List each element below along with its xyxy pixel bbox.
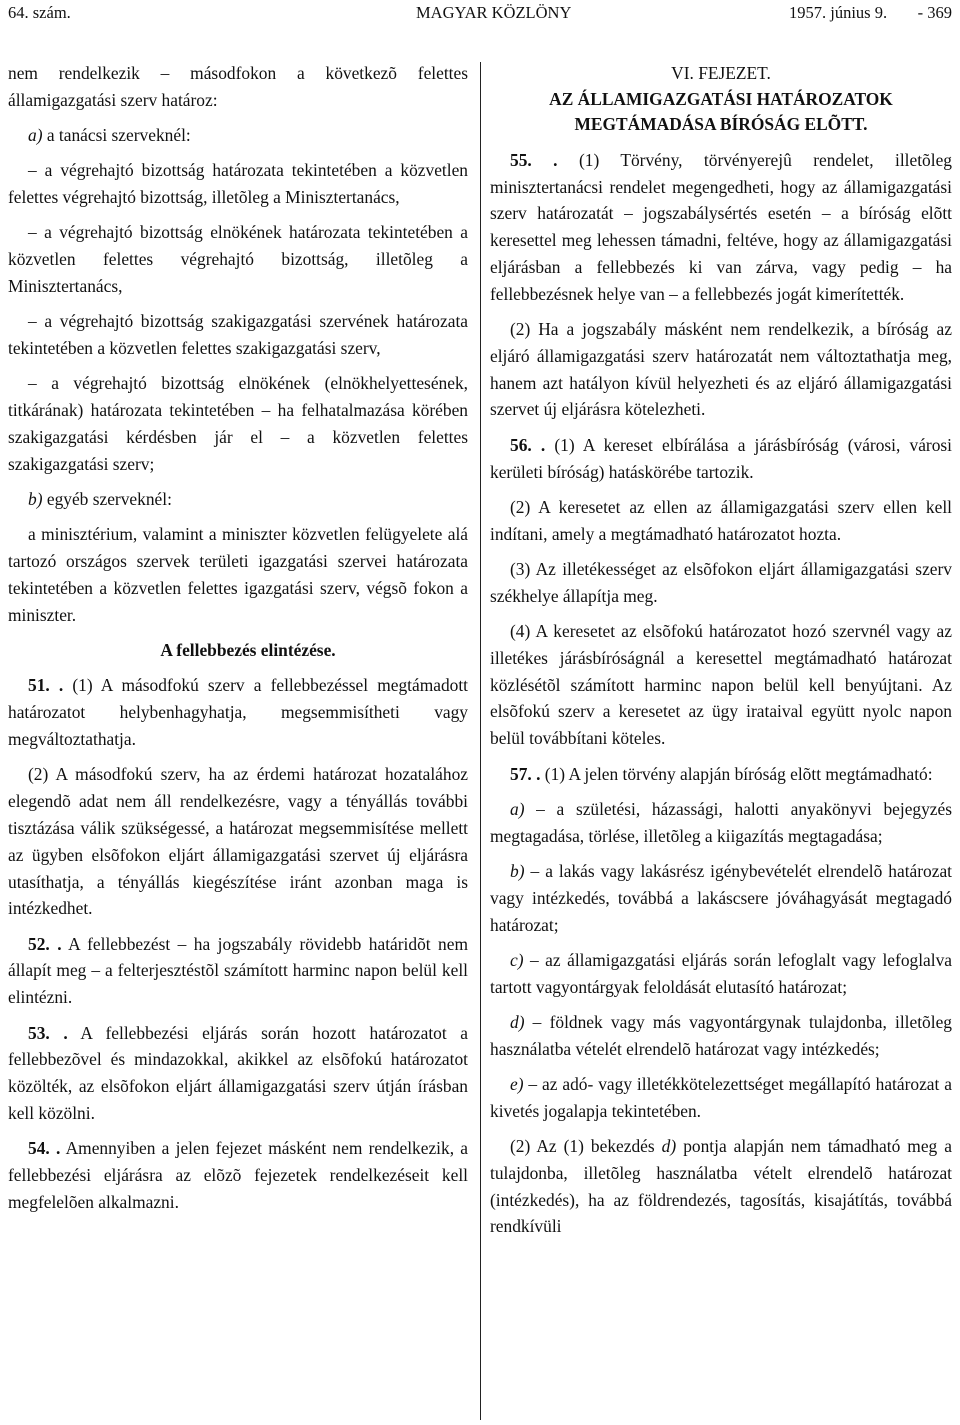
section-number: 51. .	[28, 675, 64, 696]
list-item: c) – az államigazgatási eljárás során lefoglalt vagy lefoglalva tartott vagyontárgyak feloldását elutasító határozat;	[490, 949, 953, 997]
section-number: 55. .	[510, 149, 558, 170]
list-label: d) –	[510, 1011, 542, 1032]
section-54: 54. . Amennyiben a jelen fejezet másként nem rendelkezik, a fellebbezési eljárásra az elõzõ fejezetek rendelkezéseit kell megfelelõen alkalmazni.	[8, 1138, 468, 1212]
list-item: e) – az adó- vagy illetékkötelezettséget megállapító határozat a kivetés jogalapja tekintetében.	[490, 1074, 952, 1121]
list-item: b) – a lakás vagy lakásrész igénybevételét elrendelõ határozat vagy intézkedés, továbbá a lakáscsere jóváhagyását megtagadó határozat;	[490, 860, 953, 935]
list-label: b)	[28, 489, 43, 510]
list-label: e) –	[510, 1074, 538, 1094]
issue-number: 64. szám.	[8, 3, 71, 22]
list-label: a) –	[510, 798, 545, 819]
paragraph: (2) Ha a jogszabály másként nem rendelkezik, a bíróság az eljáró államigazgatási szerv határozatát nem változtathatja meg, hanem azt hatályon kívül helyezheti és az eljáró államigazgatási szervet új eljárásra kötelezheti.	[490, 319, 952, 420]
section-number: 57. .	[510, 763, 541, 784]
left-column	[8, 60, 468, 1224]
section-number: 54. .	[28, 1138, 61, 1159]
paragraph: (4) A keresetet az elsõfokú határozatot hozó szervnél vagy az illetékes járásbíróságnál a keresettel megtámadható határozat közlésétõl számított harminc napon belül kell benyújtani. Az elsõfokú szerv a keresetet az ügy irataival együtt nyolc napon belül továbbítani köteles.	[490, 621, 952, 749]
chapter-title: AZ ÁLLAMIGAZGATÁSI HATÁROZATOK MEGTÁMADÁSA BÍRÓSÁG ELÕTT.	[549, 88, 893, 134]
paragraph: nem rendelkezik – másodfokon a következõ felettes államigazgatási szerv határoz:	[8, 63, 468, 110]
page-header	[8, 2, 952, 28]
paragraph: a) a tanácsi szerveknél:	[28, 125, 191, 146]
paragraph: b) egyéb szerveknél:	[28, 489, 172, 510]
list-label: c) –	[510, 949, 539, 970]
paragraph: – a végrehajtó bizottság elnökének (elnökhelyettesének, titkárának) határozata tekintetében – ha felhatalmazása körében szakigazgatási kérdésben jár el – a közvetlen felettes szakigazgatási szerv;	[8, 373, 468, 474]
list-label: b) –	[510, 860, 540, 881]
paragraph: – a végrehajtó bizottság elnökének határozata tekintetében a közvetlen felettes végrehajtó bizottság, illetõleg a Minisztertanács,	[8, 222, 468, 297]
paragraph: (2) A keresetet az ellen az államigazgatási szerv ellen kell indítani, amely a megtámadható határozatot hozta.	[490, 496, 952, 544]
section-52: 52. . A fellebbezést – ha jogszabály rövidebb határidõt nem állapít meg – a felterjesztéstõl számított harminc napon belül kell elintézni.	[8, 933, 468, 1008]
section-57: 57. . (1) A jelen törvény alapján bíróság elõtt megtámadható:	[510, 763, 933, 784]
publication-title: MAGYAR KÖZLÖNY	[416, 3, 572, 22]
page-number: - 369	[917, 3, 952, 22]
section-53: 53. . A fellebbezési eljárás során hozott határozatot a fellebbezõvel és mindazokkal, akikkel az elsõfokú határozatot közölték, az elsõfokon eljárt államigazgatási szerv útján írásban kell közölni.	[8, 1022, 469, 1123]
column-divider	[480, 62, 481, 1420]
list-label: d)	[661, 1136, 677, 1157]
section-51: 51. . (1) A másodfokú szerv a fellebbezéssel megtámadott határozatot helybenhagyhatja, megsemmisítheti vagy megváltoztathatja.	[8, 675, 469, 750]
section-heading: A fellebbezés elintézése.	[160, 640, 336, 661]
section-number: 53. .	[28, 1022, 68, 1043]
list-label: a)	[28, 125, 43, 146]
right-column	[490, 60, 952, 1249]
paragraph: – a végrehajtó bizottság szakigazgatási szervének határozata tekintetében a közvetlen felettes szakigazgatási szerv,	[8, 311, 468, 359]
list-item: d) – földnek vagy más vagyontárgynak tulajdonba, illetõleg használatba vételét elrendelõ határozat vagy intézkedés;	[490, 1011, 953, 1059]
paragraph: a minisztérium, valamint a miniszter közvetlen felügyelete alá tartozó országos szervek területi igazgatási szervei határozata tekintetében a közvetlen felettes igazgatási szerv, végsõ fokon a miniszter.	[8, 524, 468, 625]
section-55: 55. . (1) Törvény, törvényerejû rendelet, illetõleg minisztertanácsi rendelet megengedheti, hogy az államigazgatási szerv határozatát – jogszabálysértés esetén – a bíróság elõtt keresettel meg lehessen támadni, feltéve, hogy az államigazgatási eljárásban a fellebbezés ki van zárva, vagy pedig – ha fellebbezésnek helye van – a fellebbezés jogát kimerítették.	[490, 149, 952, 304]
section-56: 56. . (1) A kereset elbírálása a járásbíróság (városi, városi kerületi bíróság) hatáskörébe tartozik.	[490, 434, 952, 482]
section-number: 56. .	[510, 434, 546, 455]
chapter-number: VI. FEJEZET.	[671, 63, 771, 83]
section-number: 52. .	[28, 933, 62, 954]
list-item: a) – a születési, házassági, halotti anyakönyvi bejegyzés megtagadása, törlése, illetõleg a kiigazítás megtagadása;	[490, 798, 953, 846]
paragraph: (2) Az (1) bekezdés d) pontja alapján nem támadható meg a tulajdonba, illetõleg használatba vételt elrendelõ határozat (intézkedés), ha az földrendezés, tagosítás, kisajátítás, továbbá rendkívüli	[490, 1136, 952, 1237]
paragraph: (3) Az illetékességet az elsõfokon eljárt államigazgatási szerv székhelye állapítja meg.	[490, 558, 952, 606]
publication-date: 1957. június 9.	[789, 3, 888, 22]
paragraph: (2) A másodfokú szerv, ha az érdemi határozat hozatalához elegendõ adat nem áll rendelkezésre, vagy a tényállás további tisztázása válik szükségessé, a határozat megsemmisítése mellett az ügyben elsõfokon eljárt államigazgatási szervet új eljárásra utasíthatja, a tényállás kiegészítése iránt azonban maga is intézkedhet.	[8, 764, 468, 919]
paragraph: – a végrehajtó bizottság határozata tekintetében a közvetlen felettes végrehajtó bizottság, illetõleg a Minisztertanács,	[8, 160, 468, 208]
